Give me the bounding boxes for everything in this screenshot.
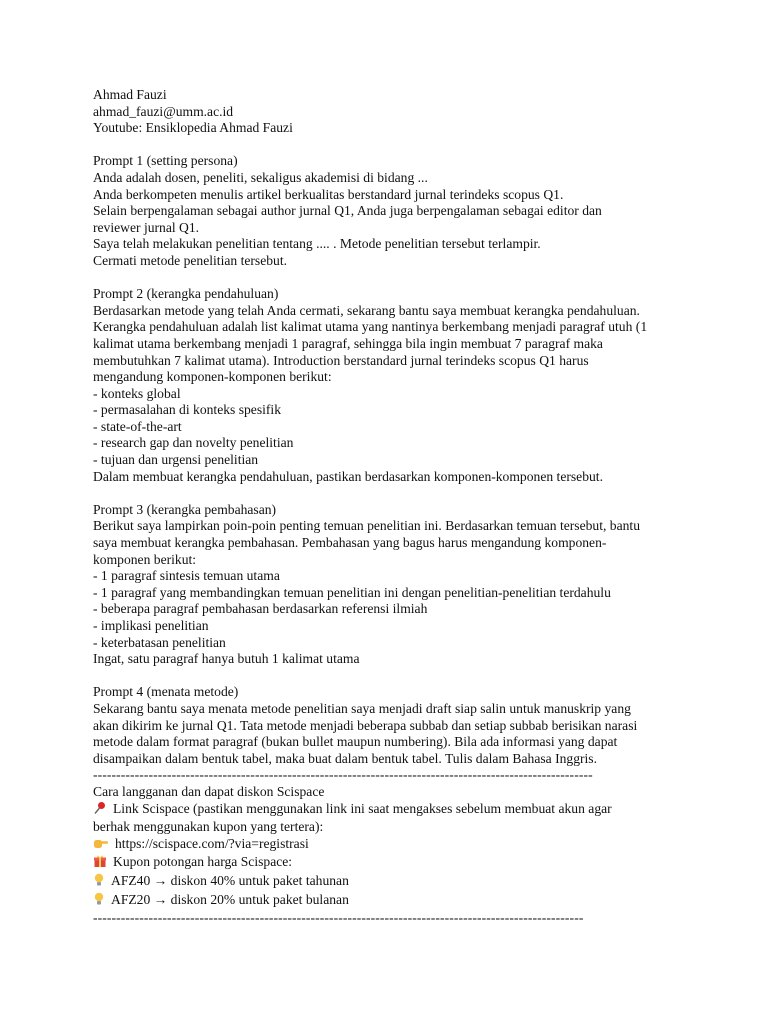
prompt-1-line: reviewer jurnal Q1. — [93, 219, 200, 235]
scispace-title: Cara langganan dan dapat diskon Scispace — [93, 783, 325, 799]
scispace-link-desc-cont: berhak menggunakan kupon yang tertera): — [93, 819, 324, 835]
prompt-3-line: Berikut saya lampirkan poin-poin penting temuan penelitian ini. Berdasarkan temuan tersebut, bantu — [93, 518, 640, 534]
prompt-2-title: Prompt 2 (kerangka pendahuluan) — [93, 286, 279, 302]
prompt-3-list-item: - 1 paragraf sintesis temuan utama — [93, 568, 280, 584]
prompt-2-list-item: - konteks global — [93, 385, 181, 401]
coupon-title-line — [93, 854, 693, 873]
prompt-3-line: saya membuat kerangka pembahasan. Pembahasan yang bagus harus mengandung komponen- — [93, 535, 607, 551]
prompt-2-list-item: - state-of-the-art — [93, 418, 182, 434]
lightbulb-icon — [93, 892, 105, 911]
document-content — [93, 87, 693, 927]
coupon-monthly: AFZ20 → diskon 20% untuk paket bulanan — [111, 891, 349, 907]
pointing-hand-icon — [93, 836, 109, 855]
prompt-2-list-item: - tujuan dan urgensi penelitian — [93, 452, 259, 468]
prompt-2-line: mengandung komponen-komponen berikut: — [93, 369, 332, 385]
scispace-section — [93, 784, 693, 910]
prompt-3-line: komponen berikut: — [93, 551, 197, 567]
coupon-title: Kupon potongan harga Scispace: — [113, 854, 293, 870]
prompt-2-line: membutuhkan 7 kalimat utama). Introduction berstandard jurnal terindeks scopus Q1 harus — [93, 352, 589, 368]
prompt-1-section — [93, 153, 693, 269]
prompt-2-line: kalimat utama berkembang menjadi 1 paragraf, sehingga bila ingin membuat 7 paragraf maka — [93, 335, 603, 351]
prompt-3-section — [93, 502, 693, 668]
coupon-annual: AFZ40 → diskon 40% untuk paket tahunan — [111, 872, 349, 888]
divider-top: ------------------------------------------------------------------------------------------------------------ — [93, 767, 593, 783]
scispace-url-line — [93, 836, 693, 855]
author-youtube: Youtube: Ensiklopedia Ahmad Fauzi — [93, 120, 293, 136]
coupon-line — [93, 892, 693, 911]
prompt-1-line: Cermati metode penelitian tersebut. — [93, 252, 288, 268]
prompt-3-title: Prompt 3 (kerangka pembahasan) — [93, 501, 277, 517]
prompt-2-line: Berdasarkan metode yang telah Anda cermati, sekarang bantu saya membuat kerangka pendahuluan. — [93, 302, 640, 318]
author-header — [93, 87, 693, 137]
coupon-line — [93, 873, 693, 892]
gift-icon — [93, 854, 107, 873]
prompt-3-list-item: - implikasi penelitian — [93, 618, 209, 633]
prompt-4-line: Sekarang bantu saya menata metode penelitian saya menjadi draft siap salin untuk manuskrip yang — [93, 700, 631, 716]
author-email: ahmad_fauzi@umm.ac.id — [93, 103, 234, 119]
prompt-2-line: Kerangka pendahuluan adalah list kalimat utama yang nantinya berkembang menjadi paragraf utuh (1 — [93, 319, 648, 335]
pushpin-icon — [93, 801, 107, 820]
prompt-3-list-item: - beberapa paragraf pembahasan berdasarkan referensi ilmiah — [93, 601, 428, 617]
divider-bottom: ---------------------------------------------------------------------------------------------------------- — [93, 910, 584, 926]
prompt-2-line: Dalam membuat kerangka pendahuluan, pastikan berdasarkan komponen-komponen tersebut. — [93, 468, 603, 484]
prompt-4-line: akan dikirim ke jurnal Q1. Tata metode menjadi beberapa subbab dan setiap subbab berisikan narasi — [93, 717, 638, 733]
scispace-url-link[interactable]: https://scispace.com/?via=registrasi — [115, 835, 309, 851]
prompt-4-section — [93, 684, 693, 767]
prompt-2-list-item: - permasalahan di konteks spesifik — [93, 402, 281, 418]
prompt-3-line: Ingat, satu paragraf hanya butuh 1 kalimat utama — [93, 651, 360, 667]
prompt-2-list-item: - research gap dan novelty penelitian — [93, 435, 294, 451]
prompt-4-line: disampaikan dalam bentuk tabel, maka buat dalam bentuk tabel. Tulis dalam Bahasa Inggris. — [93, 750, 597, 766]
scispace-link-line — [93, 801, 693, 820]
prompt-1-line: Saya telah melakukan penelitian tentang .... . Metode penelitian tersebut terlampir. — [93, 236, 541, 252]
prompt-2-section — [93, 286, 693, 485]
prompt-3-list-item: - 1 paragraf yang membandingkan temuan penelitian ini dengan penelitian-penelitian terdahulu — [93, 584, 611, 600]
prompt-1-line: Anda berkompeten menulis artikel berkualitas berstandard jurnal terindeks scopus Q1. — [93, 186, 564, 202]
prompt-1-title: Prompt 1 (setting persona) — [93, 153, 238, 169]
prompt-1-line: Selain berpengalaman sebagai author jurnal Q1, Anda juga berpengalaman sebagai editor dan — [93, 203, 602, 219]
prompt-4-title: Prompt 4 (menata metode) — [93, 684, 239, 700]
prompt-1-line: Anda adalah dosen, peneliti, sekaligus akademisi di bidang ... — [93, 169, 428, 185]
author-name: Ahmad Fauzi — [93, 87, 167, 102]
prompt-4-line: metode dalam format paragraf (bukan bullet maupun numbering). Bila ada informasi yang dapat — [93, 734, 618, 750]
prompt-3-list-item: - keterbatasan penelitian — [93, 634, 226, 650]
lightbulb-icon — [93, 873, 105, 892]
scispace-link-desc: Link Scispace (pastikan menggunakan link ini saat mengakses sebelum membuat akun agar — [113, 800, 612, 816]
